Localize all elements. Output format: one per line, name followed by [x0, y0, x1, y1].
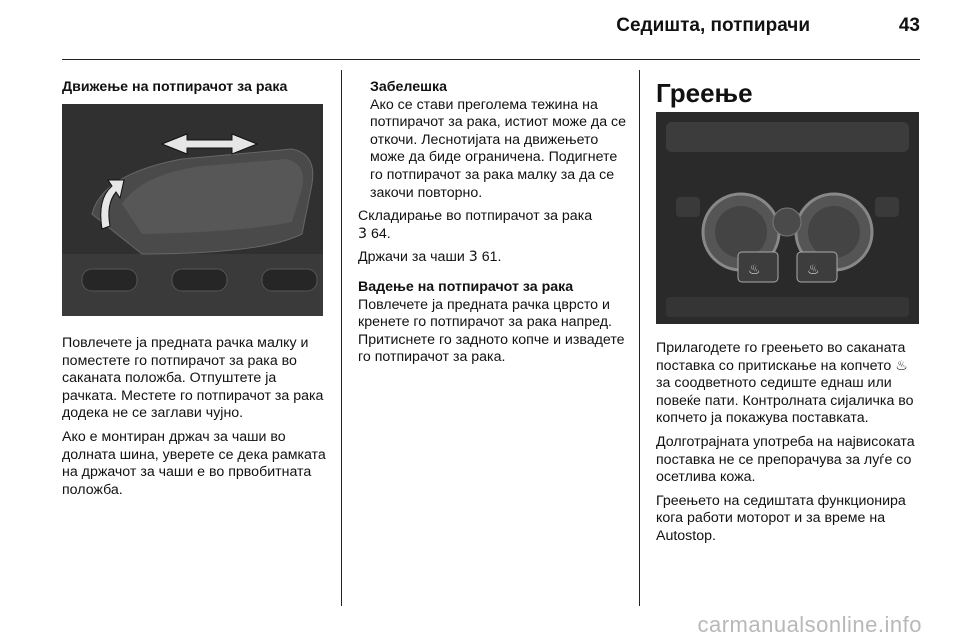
armrest-move-paragraph-2: Ако е монтиран држач за чаши во долната шина, уверете се дека рамката на држачот за чаши е во првобитната положба. — [62, 428, 326, 498]
heating-heading: Греење — [656, 78, 753, 108]
armrest-photo — [62, 104, 323, 316]
left-body — [62, 335, 328, 505]
armrest-move-heading: Движење на потпирачот за рака — [62, 79, 288, 95]
right-body — [656, 340, 922, 552]
note-text: Ако се стави преголема тежина на потпирачот за рака, истиот може да се откочи. Леснотијата на движењето може да биде ограничена. Подигнете го потпирачот за рака малку за да се закочи повторно. — [370, 96, 627, 201]
heating-paragraph-2: Долготрајната употреба на највисоката поставка не се препорачува за луѓе со осетлива кожа. — [656, 433, 915, 486]
armrest-illustration — [62, 104, 323, 316]
seat-heat-left-icon: ♨ — [748, 262, 761, 278]
watermark: carmanualsonline.info — [697, 612, 922, 637]
armrest-move-paragraph-1: Повлечете ја предната рачка малку и поместете го потпирачот за рака во саканата положба. Отпуштете ја рачката. Местете го потпирачот за рака додека не се заглави чујно. — [62, 335, 324, 422]
note-box — [358, 79, 628, 202]
armrest-remove-text: Повлечете ја предната рачка цврсто и кренете го потпирачот за рака напред. Притиснете го задното копче и извадете го потпирачот за рака. — [358, 296, 625, 366]
page-number: 43 — [898, 15, 920, 36]
heating-paragraph-1 — [656, 340, 922, 428]
note-heading: Забелешка — [370, 79, 447, 95]
page-header-title: Седишта, потпирачи — [616, 15, 810, 36]
heating-paragraph-3: Греењето на седиштата функционира кога работи моторот и за време на Autostop. — [656, 492, 906, 544]
reference-arrow-icon: 3 — [358, 225, 368, 242]
cup-holder-reference-page[interactable]: 61. — [481, 249, 502, 266]
cup-holder-reference-label: Држачи за чаши — [358, 249, 465, 266]
storage-reference-label: Складирање во потпирачот за рака — [358, 208, 593, 225]
middle-column — [358, 79, 628, 373]
seat-heat-right-icon: ♨ — [807, 262, 820, 278]
heating-controls-photo — [656, 112, 919, 324]
left-column — [62, 79, 328, 97]
heating-paragraph-1-start: Прилагодете го греењето во саканата поставка со притискање на копчето — [656, 340, 906, 374]
storage-reference-page[interactable]: 64. — [370, 225, 391, 242]
heating-paragraph-1-end: за соодветното седиште еднаш или повеќе пати. Контролната сијаличка во копчето ја покажува поставката. — [656, 375, 914, 427]
column-divider-2 — [639, 70, 640, 606]
reference-arrow-icon: 3 — [468, 249, 478, 266]
cup-holder-reference — [358, 249, 628, 267]
seat-heat-icon: ♨ — [895, 357, 908, 374]
column-divider-1 — [341, 70, 342, 606]
heating-controls-illustration — [656, 112, 919, 324]
right-column — [656, 78, 921, 108]
header-rule — [62, 59, 920, 60]
storage-reference — [358, 208, 628, 243]
armrest-remove-heading: Вадење на потпирачот за рака — [358, 278, 574, 295]
